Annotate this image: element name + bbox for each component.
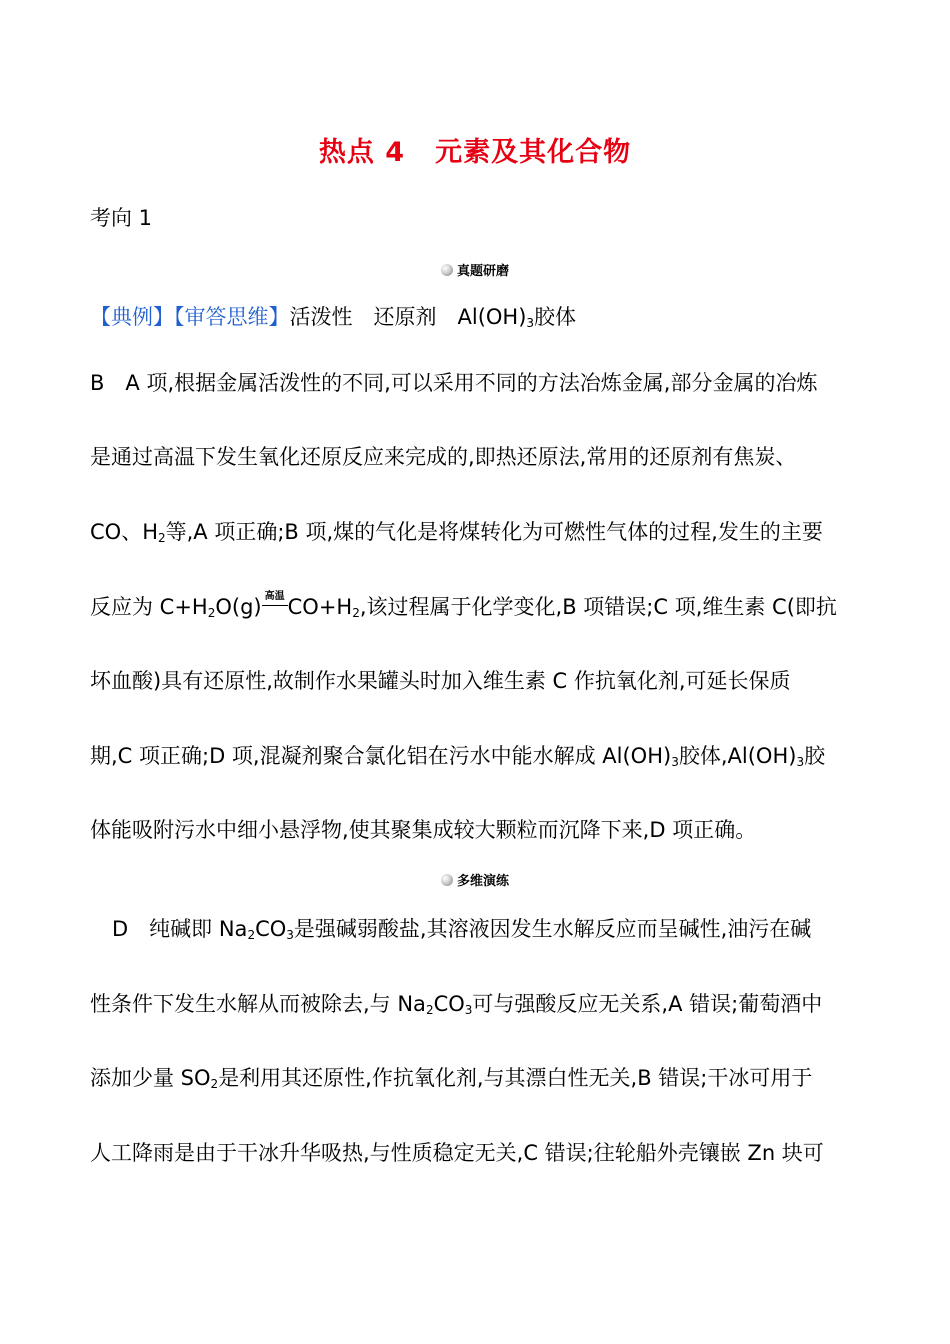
equals-line <box>262 605 288 606</box>
badge-icon <box>441 264 453 276</box>
para2-line1: D 纯碱即 $Na_2CO_3$是强碱弱酸盐,其溶液因发生水解反应而呈碱性,油污在碱 <box>112 917 812 942</box>
para1-line2: 是通过高温下发生氧化还原反应来完成的,即热还原法,常用的还原剂有焦炭、 <box>90 445 797 469</box>
para2-line4: 人工降雨是由于干冰升华吸热,与性质稳定无关,C 错误;往轮船外壳镶嵌 Zn 块可 <box>90 1141 824 1165</box>
para1-line6: 期,C 项正确;D 项,混凝剂聚合氯化铝在污水中能水解成 $Al(OH)_3$胶体$,Al(OH)_3$胶 <box>90 744 826 769</box>
para1-line5: 坏血酸)具有还原性,故制作水果罐头时加入维生素 C 作抗氧化剂,可延长保质 <box>90 669 791 693</box>
badge-label: 真题研磨 <box>456 264 509 279</box>
thinking-tag: 【审答思维】 <box>174 305 290 329</box>
para2-line2: 性条件下发生水解从而被除去,与 $Na_2CO_3$可与强酸反应无关系,A 错误;葡萄酒中 <box>90 992 823 1017</box>
badge-icon <box>441 874 453 886</box>
para1-line3: CO、$H_2$等,A 项正确;B 项,煤的气化是将煤转化为可燃性气体的过程,发生的主要 <box>90 520 823 545</box>
example-tag: 【典例】 <box>90 305 174 329</box>
badge-label: 多维演练 <box>456 874 509 889</box>
title-text: 元素及其化合物 <box>435 137 632 168</box>
badge-real-exam <box>0 260 950 279</box>
para1-line4: 反应为 $C+H_2O(g)$ 高温 $CO+H_2$,该过程属于化学变化,B 项错误;C 项,维生素 C(即抗 <box>90 591 837 620</box>
section-heading: 考向 1 <box>90 206 153 230</box>
para2-line3: 添加少量 $SO_2$是利用其还原性,作抗氧化剂,与其漂白性无关,B 错误;干冰可用于 <box>90 1066 813 1091</box>
para1-line7: 体能吸附污水中细小悬浮物,使其聚集成较大颗粒而沉降下来,D 项正确。 <box>90 818 757 842</box>
title-number: 热点 4 <box>318 137 406 168</box>
reaction-condition: 高温 <box>262 596 288 612</box>
page-title <box>0 130 950 169</box>
example-keywords: 活泼性 还原剂 Al(OH) <box>289 305 527 329</box>
badge-practice <box>0 870 950 889</box>
example-line: 【典例】【审答思维】活泼性 还原剂 $Al(OH)_3$胶体 <box>90 305 577 330</box>
para1-line1: B A 项,根据金属活泼性的不同,可以采用不同的方法冶炼金属,部分金属的冶炼 <box>90 371 818 395</box>
